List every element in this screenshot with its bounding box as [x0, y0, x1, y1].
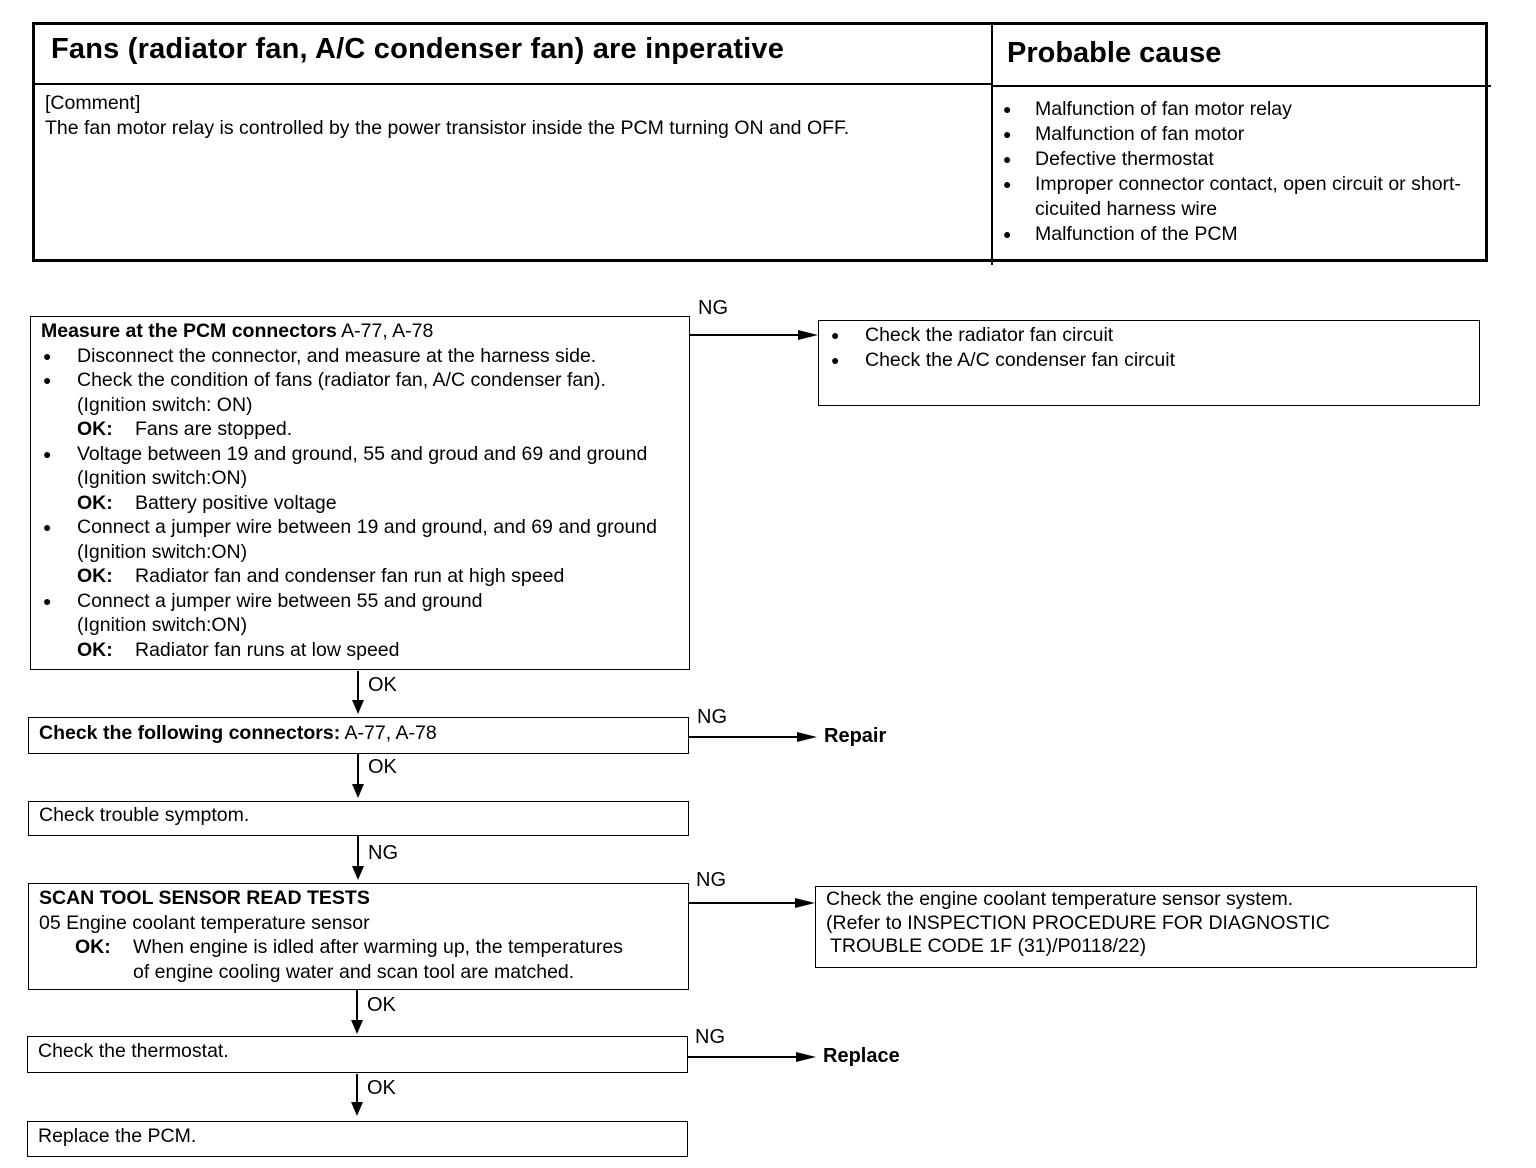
step1-item [41, 442, 679, 516]
header-divider-right [991, 85, 1491, 87]
step3-text: Check trouble symptom. [39, 804, 250, 826]
header-divider [35, 83, 991, 85]
step1-item-text: Connect a jumper wire between 55 and ground [77, 589, 483, 612]
step2-ok-arrowhead [352, 784, 364, 798]
step1-item [41, 515, 679, 589]
cause-item: ● Malfunction of fan motor relay [1001, 97, 1481, 122]
step1-title-rest: A-77, A-78 [336, 320, 434, 342]
step4-ng-result-line: (Refer to INSPECTION PROCEDURE FOR DIAGNOSTIC [826, 911, 1330, 934]
step5-box [27, 1036, 688, 1073]
step2-ng-label: NG [697, 706, 727, 728]
step1-item-text: Connect a jumper wire between 19 and ground, and 69 and ground (Ignition switch:ON) [77, 516, 657, 563]
step1-item-text: Disconnect the connector, and measure at the harness side. [77, 344, 597, 367]
step2-title-bold: Check the following connectors: [39, 722, 341, 744]
step4-ng-result-box [815, 886, 1477, 968]
step4-ng-arrowhead [795, 898, 815, 908]
header-table [32, 22, 1488, 262]
step1-item-text2: (Ignition switch:ON) [77, 614, 248, 636]
ok-label: OK: [77, 565, 113, 587]
ok-label: OK: [77, 491, 113, 514]
step1-item-text: Check the condition of fans (radiator fan, A/C condenser fan). (Ignition switch: ON) [77, 369, 606, 416]
step4-box [28, 883, 689, 990]
step5-ok-line [356, 1074, 358, 1104]
ok-text: Radiator fan runs at low speed [135, 638, 400, 661]
step4-ok-line [39, 935, 678, 960]
step1-ng-line [690, 334, 800, 336]
probable-cause-list [1001, 97, 1481, 247]
step3-ng-line [357, 836, 359, 868]
header-column-divider [991, 25, 993, 265]
step4-ng-result-line: TROUBLE CODE 1F (31)/P0118/22) [830, 935, 1147, 957]
step2-title-rest: A-77, A-78 [340, 722, 437, 744]
ok-text: Fans are stopped. [135, 418, 293, 440]
step4-ng-result-line: Check the engine coolant temperature sensor system. [826, 888, 1294, 910]
ok-label: OK: [75, 936, 111, 958]
step4-ok-text-2: of engine cooling water and scan tool are matched. [133, 960, 575, 983]
step6-box [27, 1121, 688, 1157]
step4-ng-line [689, 902, 797, 904]
cause-item: ● Malfunction of the PCM [1001, 222, 1481, 247]
step2-ng-result: Repair [824, 725, 887, 747]
step2-ok-line [357, 754, 359, 786]
ng-result-item: ● Check the A/C condenser fan circuit [829, 348, 1469, 373]
ok-label: OK: [77, 638, 113, 661]
step1-item [41, 344, 679, 369]
ok-text: Radiator fan and condenser fan run at high speed [135, 565, 565, 587]
ng-result-item: ● Check the radiator fan circuit [829, 323, 1469, 348]
step2-ok-label: OK [368, 756, 397, 778]
step4-ok-text-1: When engine is idled after warming up, the temperatures [133, 936, 623, 958]
cause-item: ● Malfunction of fan motor [1001, 122, 1481, 147]
probable-cause-title: Probable cause [1007, 37, 1222, 69]
step4-ok-arrowhead [351, 1020, 363, 1034]
step5-ng-line [688, 1056, 798, 1058]
ok-label: OK: [77, 418, 113, 440]
step1-ng-arrowhead [798, 330, 818, 340]
step5-text: Check the thermostat. [38, 1040, 229, 1062]
step2-ng-arrowhead [797, 732, 817, 742]
step1-list [41, 344, 679, 663]
step1-title [41, 319, 679, 344]
step1-title-bold: Measure at the PCM connectors [41, 320, 337, 342]
comment-label: [Comment] [45, 92, 141, 114]
step2-box [28, 717, 689, 754]
cause-item: ● Improper connector contact, open circuit or short-cicuited harness wire [1001, 172, 1481, 222]
step4-ng-label: NG [696, 869, 726, 891]
step1-item-text: Voltage between 19 and ground, 55 and groud and 69 and ground (Ignition switch:ON) [77, 442, 648, 489]
page-title: Fans (radiator fan, A/C condenser fan) are inperative [51, 33, 785, 65]
step3-box [28, 801, 689, 836]
step1-ng-label: NG [698, 297, 728, 319]
step4-ok-arrow-label: OK [367, 994, 396, 1016]
comment-text: The fan motor relay is controlled by the power transistor inside the PCM turning ON and OFF. [45, 117, 850, 139]
step5-ng-label: NG [695, 1026, 725, 1048]
cause-item: ● Defective thermostat [1001, 147, 1481, 172]
comment-block [45, 91, 985, 141]
step1-ng-result-box [818, 320, 1480, 406]
step6-text: Replace the PCM. [38, 1125, 197, 1147]
step4-ok-line [356, 990, 358, 1022]
step5-ok-label: OK [367, 1077, 396, 1099]
step1-box [30, 316, 690, 670]
step1-item [41, 368, 679, 442]
step1-ok-line [357, 671, 359, 703]
step3-ng-arrowhead [352, 866, 364, 880]
step5-ng-result: Replace [823, 1045, 900, 1067]
step1-ok-label: OK [368, 674, 397, 696]
step5-ok-arrowhead [351, 1102, 363, 1116]
step1-item [41, 589, 679, 663]
step1-ng-result-list [829, 323, 1469, 372]
ok-text: Battery positive voltage [135, 491, 337, 514]
step2-ng-line [689, 736, 799, 738]
step3-ng-label: NG [368, 842, 398, 864]
step1-ok-arrowhead [352, 700, 364, 714]
step4-line2: 05 Engine coolant temperature sensor [39, 911, 370, 934]
step5-ng-arrowhead [796, 1052, 816, 1062]
step4-title: SCAN TOOL SENSOR READ TESTS [39, 887, 370, 909]
